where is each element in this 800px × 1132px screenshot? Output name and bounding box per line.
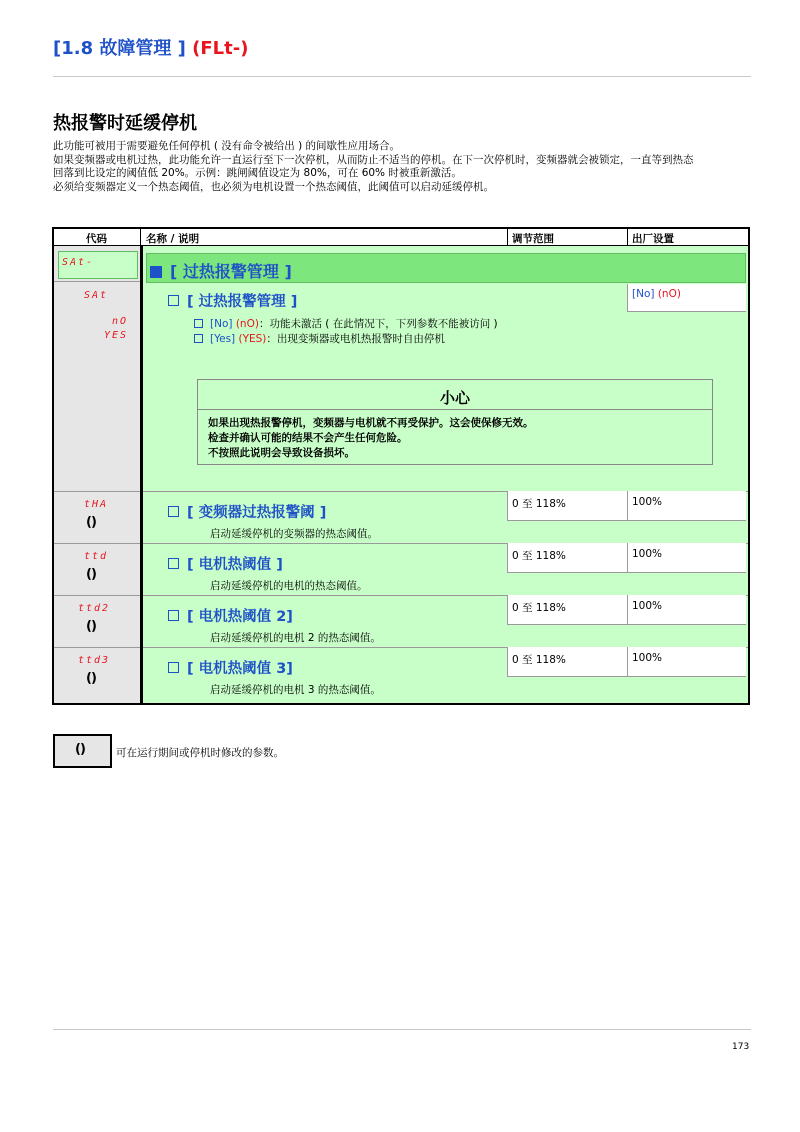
- option-label: [No]: [210, 318, 233, 330]
- intro-line: 如果变频器或电机过热，此功能允许一直运行至下一次停机，从而防止不适当的停机。在下一次停机时，变频器就会被锁定，一直等到热态: [53, 153, 694, 166]
- code-divider: [54, 281, 140, 282]
- param-factory: 100%: [632, 652, 663, 664]
- factory-code: (nO): [657, 288, 681, 300]
- header-divider-3: [627, 229, 628, 246]
- param-factory: 100%: [632, 548, 663, 560]
- param-title-sat: [168, 290, 297, 311]
- header-title-code: (FLt-): [192, 38, 249, 59]
- param-factory: 100%: [632, 600, 663, 612]
- param-desc: 启动延缓停机的电机的热态阈值。: [210, 580, 368, 592]
- factory-value-sat: [632, 288, 681, 300]
- header-code: 代码: [86, 233, 107, 245]
- cell-divider: [507, 595, 508, 625]
- param-range: 0 至 118%: [512, 654, 566, 666]
- legend-text: 可在运行期间或停机时修改的参数。: [116, 747, 284, 759]
- intro-line: 回落到比设定的阈值低 20%。示例：跳闸阈值设定为 80%，可在 60% 时被重新激活。: [53, 167, 462, 179]
- header-title-text: [1.8 故障管理 ]: [53, 38, 186, 59]
- code-divider: [54, 543, 140, 544]
- cycle-icon: (): [86, 515, 96, 530]
- cell-divider: [627, 491, 628, 521]
- factory-label: [No]: [632, 288, 655, 300]
- option-box-icon: [194, 334, 203, 343]
- cell-divider: [507, 647, 508, 677]
- header-factory: 出厂设置: [632, 233, 674, 245]
- cell-divider: [507, 491, 508, 521]
- param-label: [ 电机热阈值 3]: [187, 661, 293, 677]
- table-header: [54, 229, 748, 246]
- header-divider-1: [140, 229, 141, 246]
- caution-text: [208, 416, 534, 461]
- checkbox-icon: [168, 506, 179, 517]
- param-code-ttd3: ttd3: [78, 655, 111, 666]
- param-code-tha: tHA: [84, 499, 109, 510]
- param-title-ttd2: [168, 605, 293, 626]
- code-divider: [54, 491, 140, 492]
- page-header-title: [53, 34, 248, 60]
- cell-divider: [507, 543, 508, 573]
- cycle-icon: (): [86, 671, 96, 686]
- param-label: [ 过热报警管理 ]: [187, 294, 298, 310]
- caution-line-1: 如果出现热报警停机，变频器与电机就不再受保护。这会使保修无效。: [208, 417, 534, 429]
- intro-line: 必须给变频器定义一个热态阈值，也必须为电机设置一个热态阈值，此阈值可以启动延缓停机。: [53, 180, 494, 193]
- menu-code: SAt-: [62, 257, 95, 268]
- option-code-yes: YES: [104, 330, 129, 341]
- param-range: 0 至 118%: [512, 498, 566, 510]
- code-divider: [54, 647, 140, 648]
- option-desc: ：出现变频器或电机热报警时自由停机: [266, 333, 445, 345]
- parameter-table: [52, 227, 750, 705]
- code-column: [54, 246, 140, 703]
- param-desc: 启动延缓停机的变频器的热态阈值。: [210, 528, 378, 540]
- cycle-icon: (): [75, 742, 85, 757]
- code-divider: [54, 595, 140, 596]
- option-label: [Yes]: [210, 333, 236, 345]
- param-code-ttd: ttd: [84, 551, 109, 562]
- param-range: 0 至 118%: [512, 550, 566, 562]
- caution-title: 小心: [439, 389, 470, 407]
- page-number: 173: [732, 1042, 750, 1052]
- section-title: 热报警时延缓停机: [53, 113, 197, 134]
- intro-paragraph: [53, 140, 753, 194]
- param-title-ttd: [168, 553, 283, 574]
- param-label: [ 变频器过热报警阈 ]: [187, 505, 327, 521]
- checkbox-icon: [168, 610, 179, 621]
- option-box-icon: [194, 319, 203, 328]
- legend-box: [53, 734, 112, 768]
- header-divider-2: [507, 229, 508, 246]
- cycle-icon: (): [86, 567, 96, 582]
- cell-divider: [627, 543, 628, 573]
- option-desc: ：功能未激活 ( 在此情况下，下列参数不能被访问 ): [258, 318, 498, 330]
- option-short: (nO): [235, 318, 259, 330]
- param-label: [ 电机热阈值 2]: [187, 609, 293, 625]
- param-title-ttd3: [168, 657, 293, 678]
- cell-divider: [627, 595, 628, 625]
- option-no: [194, 316, 498, 331]
- caution-box: [197, 379, 713, 465]
- menu-title: [150, 259, 292, 282]
- filled-square-icon: [150, 266, 162, 278]
- caution-divider: [198, 409, 712, 410]
- intro-line: 此功能可被用于需要避免任何停机 ( 没有命令被给出 ) 的间歇性应用场合。: [53, 140, 401, 152]
- param-label: [ 电机热阈值 ]: [187, 557, 283, 573]
- caution-line-2: 检查并确认可能的结果不会产生任何危险。: [208, 432, 408, 444]
- option-short: (YES): [238, 333, 267, 345]
- menu-title-label: [ 过热报警管理 ]: [170, 262, 292, 281]
- param-code-ttd2: ttd2: [78, 603, 111, 614]
- option-code-no: nO: [112, 316, 129, 327]
- cycle-icon: (): [86, 619, 96, 634]
- checkbox-icon: [168, 295, 179, 306]
- cell-divider: [627, 647, 628, 677]
- caution-line-3: 不按照此说明会导致设备损坏。: [208, 447, 355, 459]
- param-desc: 启动延缓停机的电机 3 的热态阈值。: [210, 684, 381, 696]
- checkbox-icon: [168, 558, 179, 569]
- footer-divider: [53, 1029, 751, 1030]
- header-name: 名称 / 说明: [146, 233, 200, 245]
- param-range: 0 至 118%: [512, 602, 566, 614]
- param-code-sat: SAt: [84, 290, 109, 301]
- param-desc: 启动延缓停机的电机 2 的热态阈值。: [210, 632, 381, 644]
- header-range: 调节范围: [512, 233, 554, 245]
- param-factory: 100%: [632, 496, 663, 508]
- header-divider: [53, 76, 751, 77]
- param-title-tha: [168, 501, 326, 522]
- option-yes: [194, 331, 445, 346]
- checkbox-icon: [168, 662, 179, 673]
